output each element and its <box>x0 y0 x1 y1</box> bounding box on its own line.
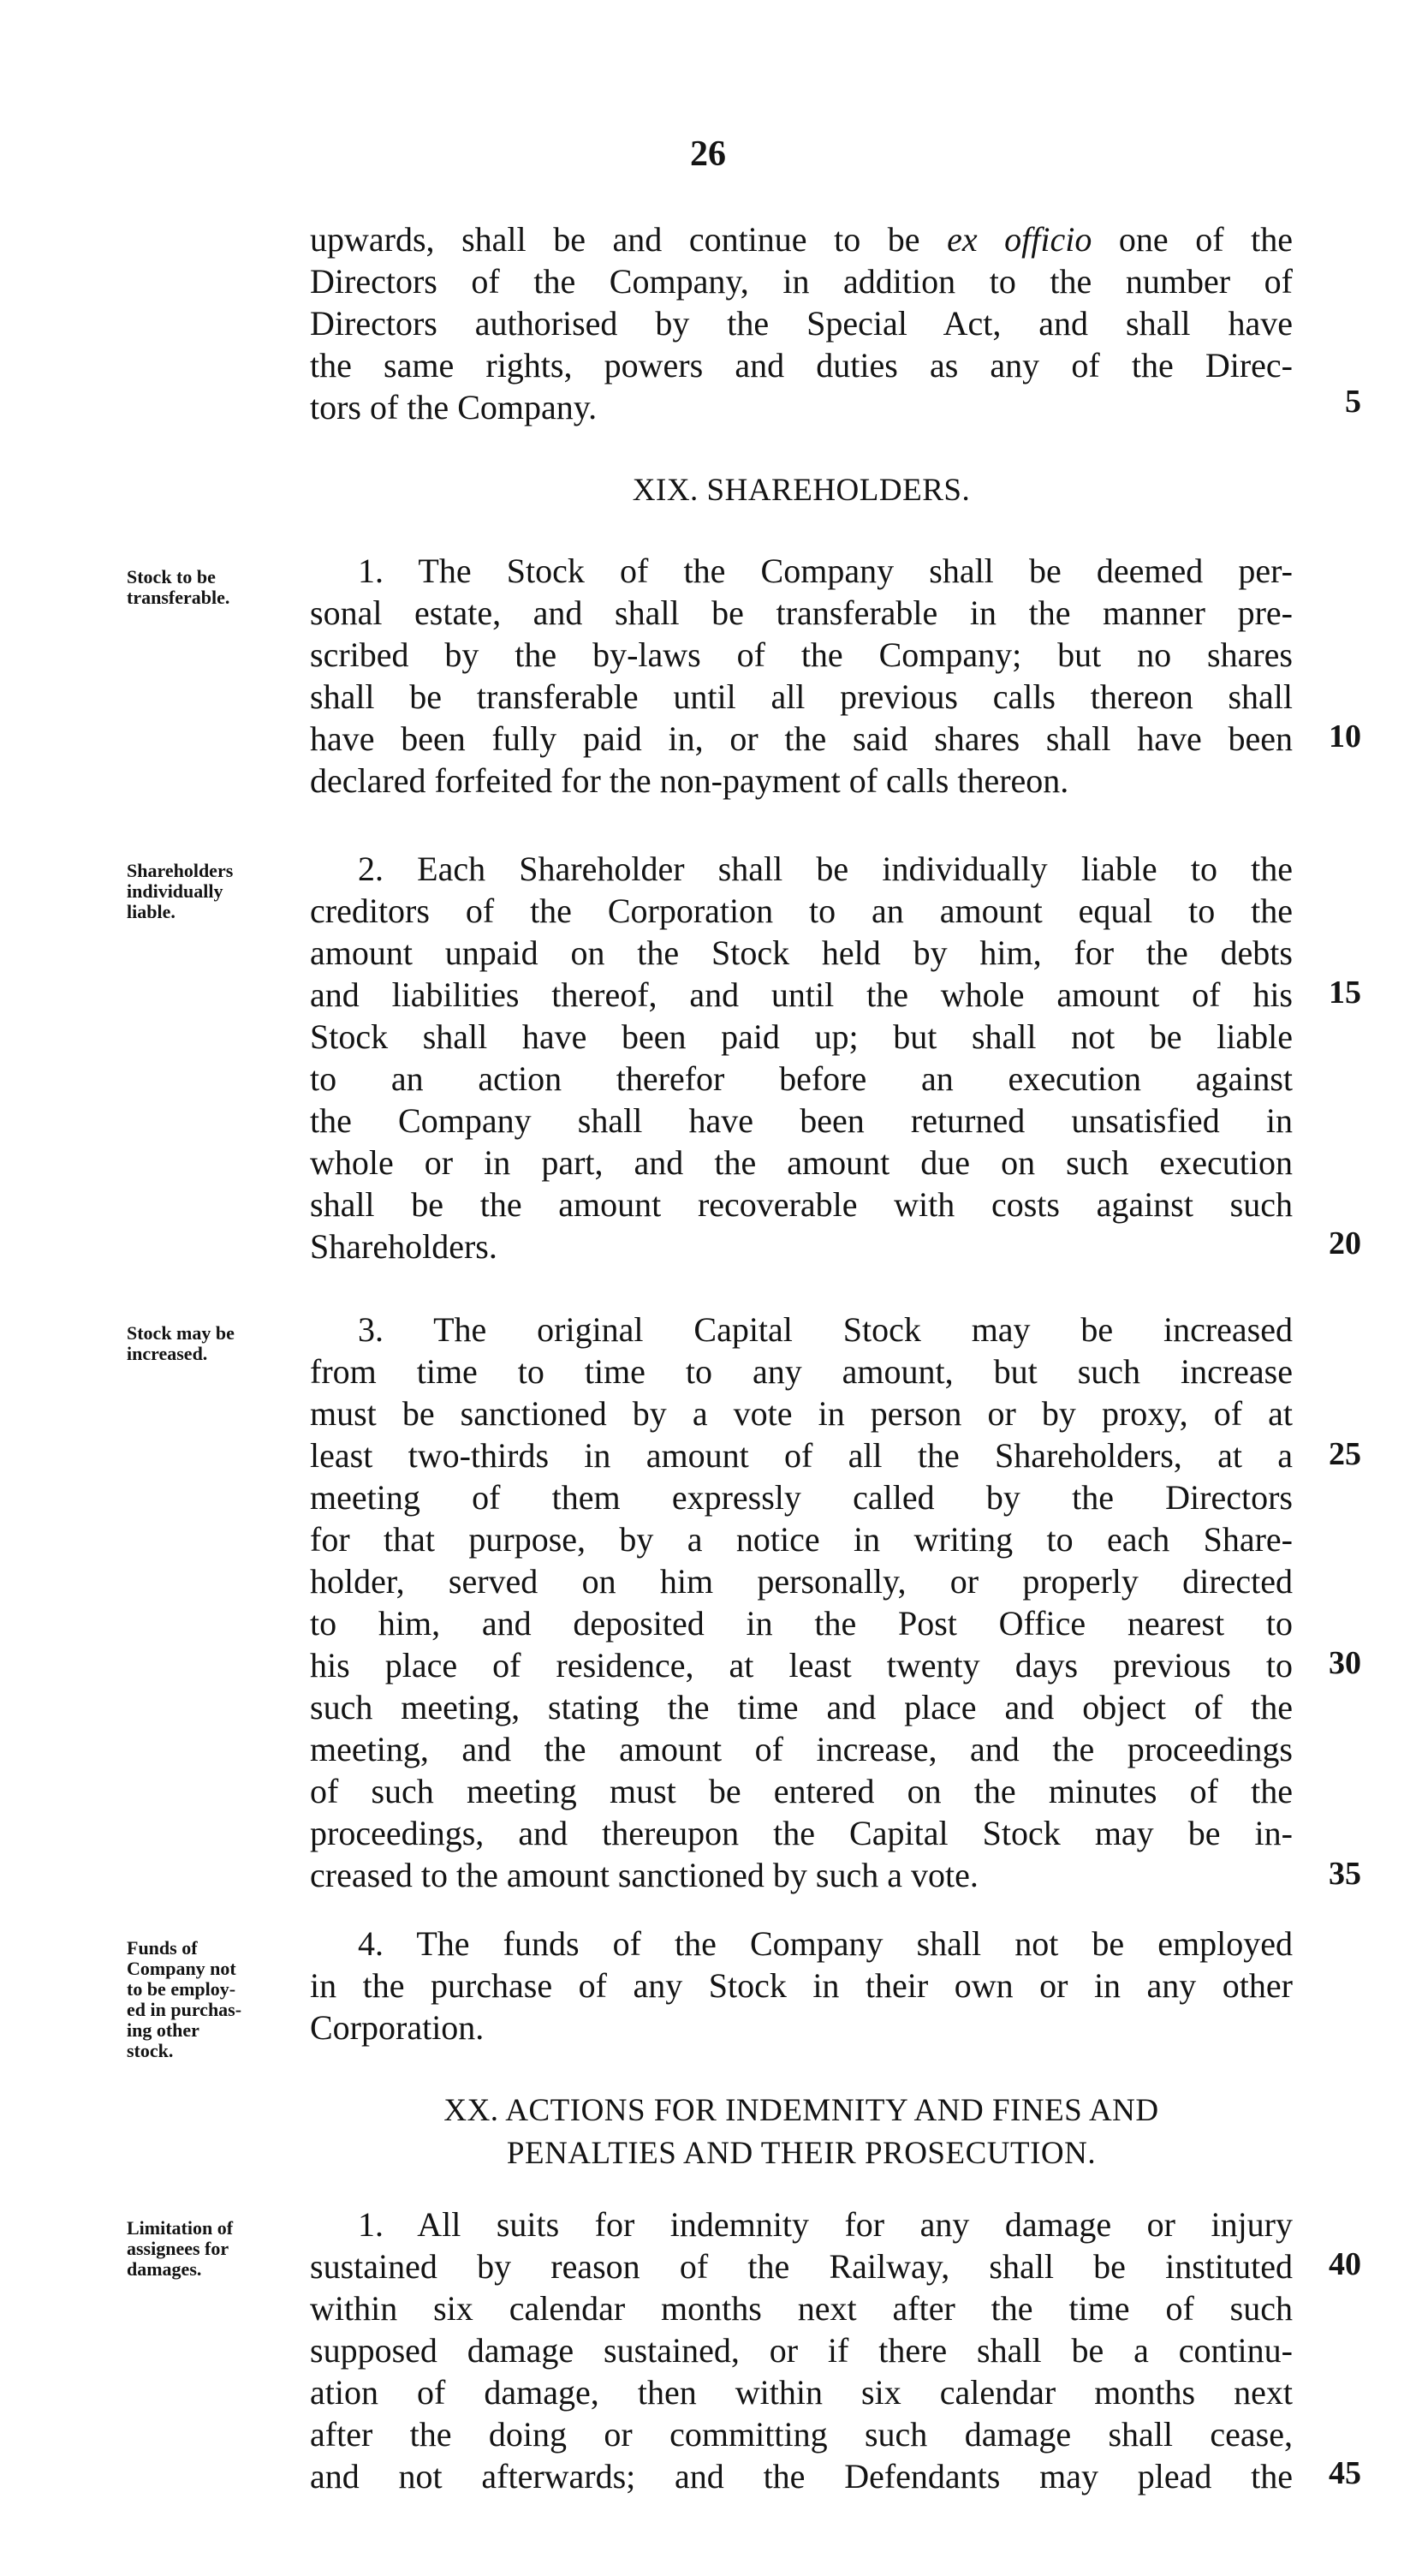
line-number: 25 <box>1329 1436 1361 1472</box>
text-line: Stock shall have been paid up; but shall not be liable <box>310 1017 1293 1056</box>
text-line: 3. The original Capital Stock may be increased <box>358 1310 1293 1349</box>
line-number: 30 <box>1329 1645 1361 1681</box>
text-line: meeting of them expressly called by the Directors <box>310 1478 1293 1517</box>
line-number: 20 <box>1329 1225 1361 1261</box>
text-line: and liabilities thereof, and until the whole amount of his <box>310 975 1293 1014</box>
paragraph <box>310 550 1293 802</box>
text-line: sonal estate, and shall be transferable in the manner pre- <box>310 593 1293 632</box>
text-line: creased to the amount sanctioned by such a vote. <box>310 1856 979 1894</box>
paragraph <box>310 848 1293 1267</box>
section-heading <box>310 2090 1293 2175</box>
text-line: declared forfeited for the non-payment of calls thereon. <box>310 761 1069 800</box>
intro-paragraph <box>310 218 1293 428</box>
text-line: from time to time to any amount, but such increase <box>310 1352 1293 1391</box>
text-line: 1. All suits for indemnity for any damage or injury <box>358 2205 1293 2244</box>
text-line: supposed damage sustained, or if there shall be a continu- <box>310 2331 1293 2370</box>
marginal-note: Limitation of assignees for damages. <box>127 2217 234 2280</box>
text-line: whole or in part, and the amount due on such execution <box>310 1143 1293 1182</box>
text-line: Directors of the Company, in addition to the number of <box>310 262 1293 301</box>
text-line: scribed by the by-laws of the Company; but no shares <box>310 635 1293 674</box>
text-line: creditors of the Corporation to an amount equal to the <box>310 891 1293 930</box>
text-line: 1. The Stock of the Company shall be deemed per- <box>358 552 1293 590</box>
marginal-note: Funds of Company not to be employ- ed in purchas- ing other stock. <box>127 1937 242 2061</box>
text-line: least two-thirds in amount of all the Shareholders, at a <box>310 1436 1293 1475</box>
heading-line: PENALTIES AND THEIR PROSECUTION. <box>506 2136 1097 2171</box>
text-line: upwards, shall be and continue to be ex officio one of the <box>310 220 1293 259</box>
marginal-note: Shareholders individually liable. <box>127 860 234 922</box>
text-line: ation of damage, then within six calendar months next <box>310 2373 1293 2412</box>
text-line: and not afterwards; and the Defendants may plead the <box>310 2457 1293 2496</box>
text-line: the same rights, powers and duties as any of the Direc- <box>310 346 1293 385</box>
text-line: shall be transferable until all previous calls thereon shall <box>310 677 1293 716</box>
text-line: tors of the Company. <box>310 388 598 426</box>
text-line: his place of residence, at least twenty days previous to <box>310 1646 1293 1685</box>
text-line: for that purpose, by a notice in writing to each Share- <box>310 1520 1293 1559</box>
text-line: of such meeting must be entered on the minutes of the <box>310 1772 1293 1810</box>
page-number: 26 <box>690 134 726 174</box>
heading-line: XX. ACTIONS FOR INDEMNITY AND FINES AND <box>443 2093 1159 2128</box>
paragraph <box>310 1309 1293 1896</box>
line-number: 15 <box>1329 975 1361 1011</box>
text-line: Directors authorised by the Special Act, and shall have <box>310 304 1293 343</box>
text-line: within six calendar months next after the time of such <box>310 2289 1293 2328</box>
text-line: holder, served on him personally, or properly directed <box>310 1562 1293 1601</box>
text-line: to an action therefor before an execution against <box>310 1059 1293 1098</box>
text-line: 2. Each Shareholder shall be individually liable to the <box>358 850 1293 888</box>
text-line: 4. The funds of the Company shall not be employed <box>358 1924 1293 1963</box>
text-line: such meeting, stating the time and place and object of the <box>310 1688 1293 1726</box>
line-number: 35 <box>1329 1856 1361 1892</box>
line-number: 10 <box>1329 719 1361 754</box>
text-line: sustained by reason of the Railway, shall be instituted <box>310 2247 1293 2286</box>
text-line: meeting, and the amount of increase, and the proceedings <box>310 1730 1293 1768</box>
marginal-note: Stock to be transferable. <box>127 566 230 608</box>
paragraph <box>310 2203 1293 2497</box>
text-line: Corporation. <box>310 2008 485 2047</box>
line-number: 45 <box>1329 2455 1361 2491</box>
text-line: proceedings, and thereupon the Capital Stock may be in- <box>310 1814 1293 1852</box>
text-line: in the purchase of any Stock in their own or in any other <box>310 1966 1293 2005</box>
text-line: the Company shall have been returned unsatisfied in <box>310 1101 1293 1140</box>
text-line: Shareholders. <box>310 1227 497 1266</box>
text-line: shall be the amount recoverable with costs against such <box>310 1185 1293 1224</box>
paragraph <box>310 1923 1293 2048</box>
text-line: to him, and deposited in the Post Office nearest to <box>310 1604 1293 1643</box>
text-line: have been fully paid in, or the said shares shall have been <box>310 719 1293 758</box>
italic-phrase: ex officio <box>947 220 1092 259</box>
text-line: amount unpaid on the Stock held by him, for the debts <box>310 933 1293 972</box>
marginal-note: Stock may be increased. <box>127 1322 235 1364</box>
section-heading: XIX. SHAREHOLDERS. <box>632 473 971 508</box>
line-number: 40 <box>1329 2246 1361 2282</box>
text-line: must be sanctioned by a vote in person or by proxy, of at <box>310 1394 1293 1433</box>
line-number: 5 <box>1345 384 1361 420</box>
text-line: after the doing or committing such damage shall cease, <box>310 2415 1293 2454</box>
